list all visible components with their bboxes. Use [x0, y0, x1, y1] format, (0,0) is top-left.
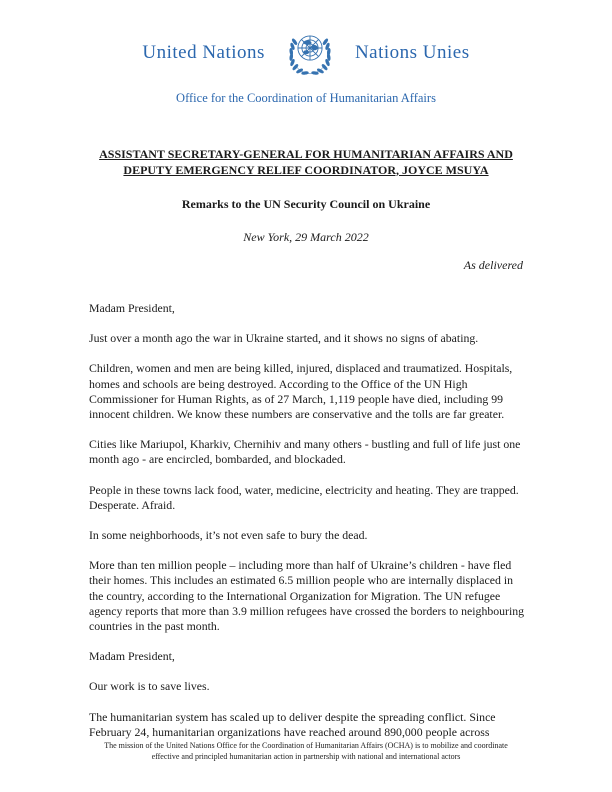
org-name-english: United Nations — [142, 42, 265, 63]
paragraph: Children, women and men are being killed, injured, displaced and traumatized. Hospitals, homes and schools are being destroyed. According to the Office of the UN High Commissioner for Human Rights, as of 27 March, 1,119 people have died, including 99 innocent children. We know these numbers are conservative and the tolls are far greater. — [89, 361, 513, 422]
footer-mission-line1: The mission of the United Nations Office for the Coordination of Humanitarian Affairs (OCHA) is to mobilize and coordinate — [104, 741, 508, 750]
un-emblem-icon — [285, 28, 335, 78]
document-subtitle: Remarks to the UN Security Council on Ukraine — [181, 197, 431, 211]
org-name-french: Nations Unies — [354, 42, 470, 63]
paragraph: More than ten million people – including more than half of Ukraine’s children - have fled their homes. This includes an estimated 6.5 million people who are internally displaced in the country, according to the International Organization for Migration. The UN refugee agency reports that more than 3.9 million refugees have crossed the borders to neighbouring countries in the past month. — [89, 558, 525, 634]
letterhead — [0, 0, 612, 78]
page-footer — [86, 741, 526, 762]
paragraph: The humanitarian system has scaled up to deliver despite the spreading conflict. Since February 24, humanitarian organizations have reached around 890,000 people across — [89, 709, 496, 739]
document-title — [0, 147, 612, 178]
footer-mission-line2: effective and principled humanitarian action in partnership with national and international actors — [151, 751, 461, 761]
paragraph: Just over a month ago the war in Ukraine started, and it shows no signs of abating. — [89, 331, 479, 346]
paragraph: Madam President, — [89, 301, 175, 315]
paragraph: Our work is to save lives. — [89, 679, 210, 694]
paragraph: Cities like Mariupol, Kharkiv, Chernihiv and many others - bustling and full of life just one month ago - are encircled, bombarded, and blockaded. — [89, 437, 521, 467]
delivery-note: As delivered — [463, 258, 523, 272]
paragraph: Madam President, — [89, 649, 175, 664]
paragraph: In some neighborhoods, it’s not even safe to bury the dead. — [89, 528, 368, 543]
speech-body — [89, 301, 525, 740]
dateline: New York, 29 March 2022 — [243, 230, 369, 244]
paragraph: People in these towns lack food, water, medicine, electricity and heating. They are trapped. Desperate. Afraid. — [89, 482, 519, 512]
document-title-line1: ASSISTANT SECRETARY-GENERAL FOR HUMANITARIAN AFFAIRS AND — [99, 147, 513, 161]
document-title-line2: DEPUTY EMERGENCY RELIEF COORDINATOR, JOYCE MSUYA — [123, 162, 489, 177]
office-subtitle: Office for the Coordination of Humanitarian Affairs — [176, 91, 436, 105]
